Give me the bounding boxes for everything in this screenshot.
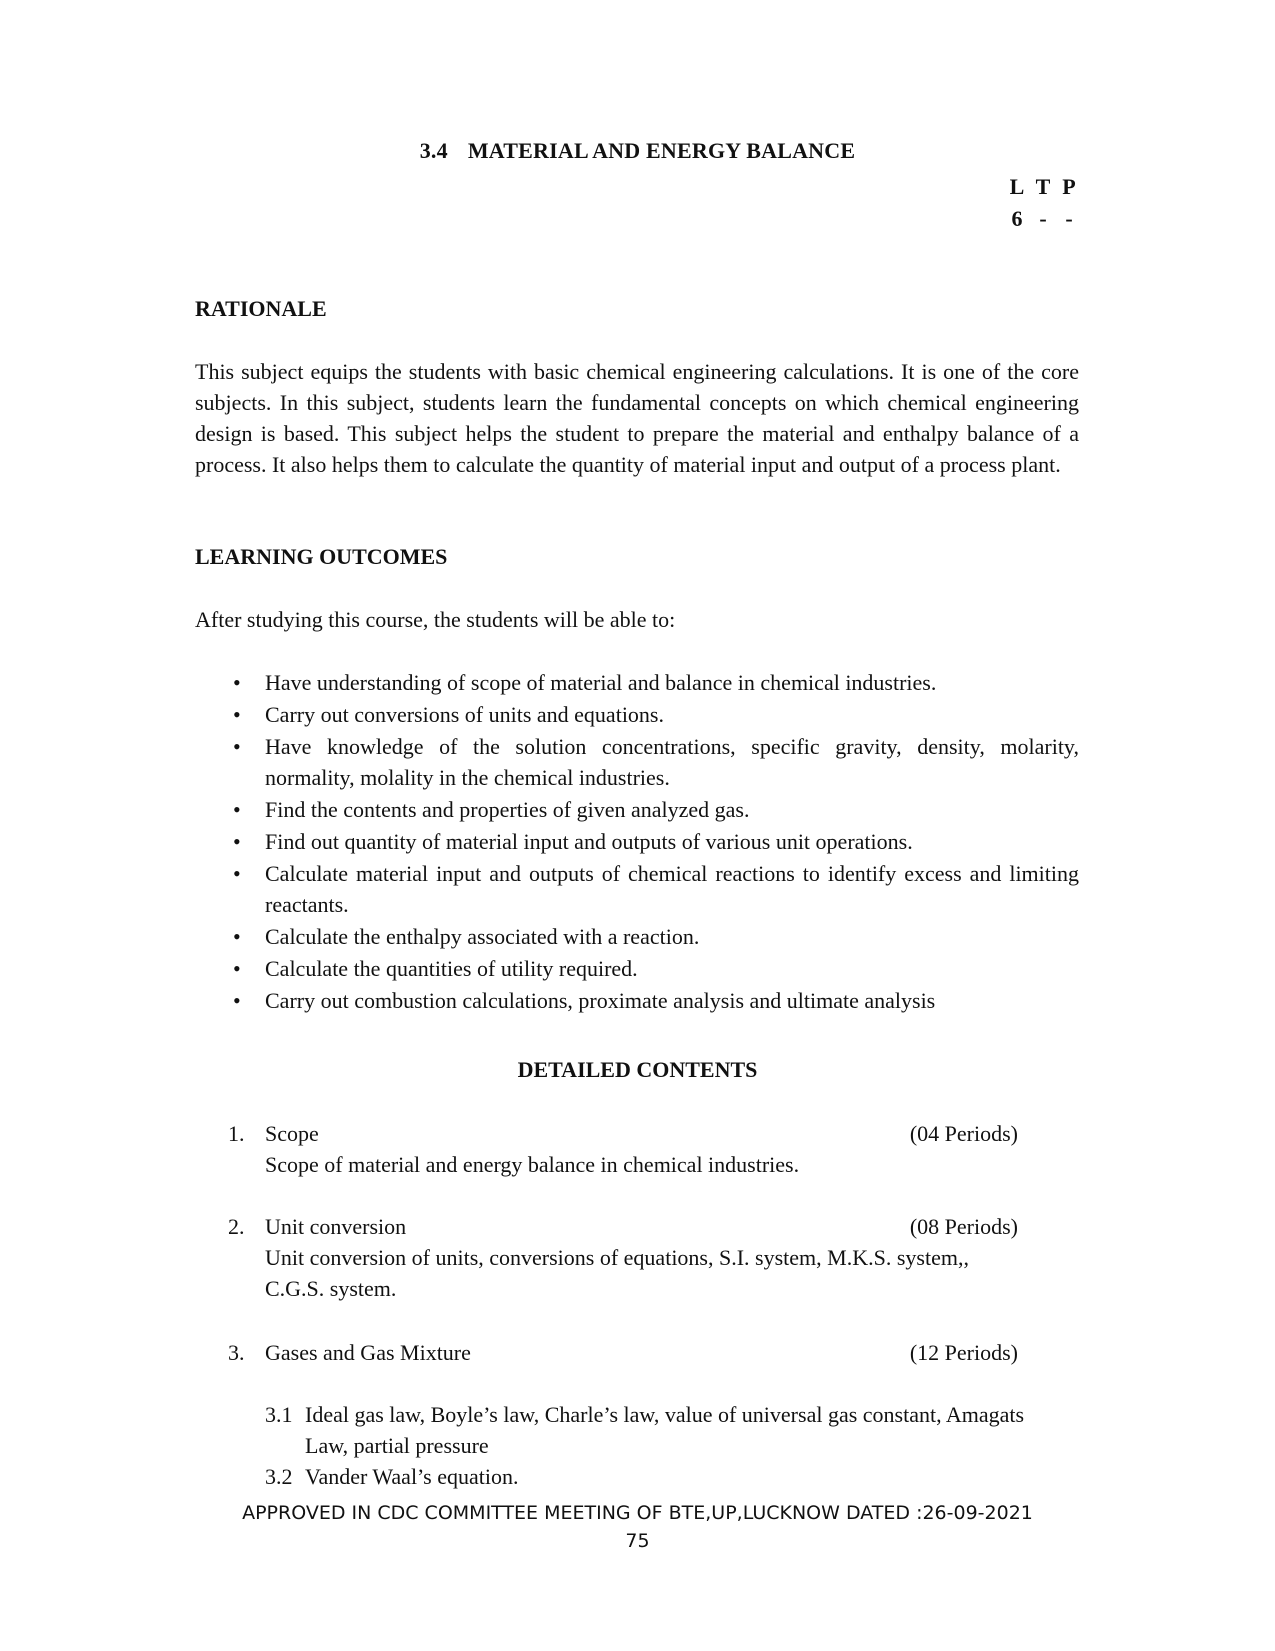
ltp-labels <box>1004 174 1082 200</box>
unit-title: Scope <box>265 1121 319 1146</box>
ltp-value-l: 6 <box>1011 206 1023 231</box>
unit-number: 1. <box>228 1121 245 1146</box>
list-item: • Calculate the quantities of utility required. <box>195 953 1079 984</box>
section-number: 3.4 <box>419 138 448 163</box>
ltp-label-p: P <box>1062 174 1076 199</box>
unit-number: 2. <box>228 1214 245 1239</box>
ltp-label-l: L <box>1009 174 1025 199</box>
list-item: • Carry out conversions of units and equations. <box>195 699 1079 730</box>
list-item: • Have understanding of scope of material and balance in chemical industries. <box>195 667 1079 698</box>
unit-header <box>228 1211 1018 1242</box>
unit-description: Unit conversion of units, conversions of equations, S.I. system, M.K.S. system,, C.G.S. system. <box>265 1245 969 1301</box>
subitem-number: 3.1 <box>265 1402 293 1427</box>
list-item: • Find the contents and properties of given analyzed gas. <box>195 794 1079 825</box>
list-item: • Calculate the enthalpy associated with a reaction. <box>195 921 1079 952</box>
bullet-icon: • <box>233 734 241 759</box>
learning-outcomes-intro: After studying this course, the students will be able to: <box>195 607 676 632</box>
subitem-text: Vander Waal’s equation. <box>305 1464 519 1489</box>
rationale-text: This subject equips the students with basic chemical engineering calculations. It is one of the core subjects. In this subject, students learn the fundamental concepts on which chemical engineering design is based. This subject helps the student to prepare the material and enthalpy balance of a process. It also helps them to calculate the quantity of material input and output of a process plant. <box>195 359 1079 477</box>
unit-1 <box>228 1118 1018 1180</box>
unit-3 <box>228 1337 1018 1368</box>
list-item: • Find out quantity of material input and outputs of various unit operations. <box>195 826 1079 857</box>
unit-periods: (08 Periods) <box>909 1214 1018 1239</box>
bullet-icon: • <box>233 924 241 949</box>
unit-periods: (12 Periods) <box>909 1340 1018 1365</box>
learning-outcomes-list <box>195 667 1079 1017</box>
list-item: • Calculate material input and outputs of chemical reactions to identify excess and limiting reactants. <box>195 858 1079 920</box>
unit-title: Unit conversion <box>265 1214 407 1239</box>
ltp-label-t: T <box>1035 174 1051 199</box>
subitem-text: Ideal gas law, Boyle’s law, Charle’s law, value of universal gas constant, Amagats Law, partial pressure <box>305 1402 1025 1458</box>
unit-2 <box>228 1211 1018 1304</box>
ltp-value-p: - <box>1065 206 1073 231</box>
page-number: 75 <box>625 1530 650 1552</box>
list-item: • Have knowledge of the solution concentrations, specific gravity, density, molarity, normality, molality in the chemical industries. <box>195 731 1079 793</box>
unit-header <box>228 1118 1018 1149</box>
bullet-icon: • <box>233 829 241 854</box>
subitem-3-1 <box>265 1399 1025 1461</box>
detailed-contents-heading: DETAILED CONTENTS <box>517 1057 758 1082</box>
page-title <box>0 138 1275 164</box>
bullet-icon: • <box>233 861 241 886</box>
subitem-number: 3.2 <box>265 1464 293 1489</box>
approval-footer: APPROVED IN CDC COMMITTEE MEETING OF BTE,UP,LUCKNOW DATED :26-09-2021 <box>242 1502 1033 1524</box>
bullet-icon: • <box>233 670 241 695</box>
unit-number: 3. <box>228 1340 245 1365</box>
bullet-icon: • <box>233 797 241 822</box>
list-item: • Carry out combustion calculations, proximate analysis and ultimate analysis <box>195 985 1079 1016</box>
section-title: MATERIAL AND ENERGY BALANCE <box>467 138 856 163</box>
bullet-icon: • <box>233 956 241 981</box>
unit-header <box>228 1337 1018 1368</box>
subitem-3-2 <box>265 1461 1025 1492</box>
learning-outcomes-heading: LEARNING OUTCOMES <box>195 544 448 569</box>
unit-description: Scope of material and energy balance in chemical industries. <box>265 1152 800 1177</box>
bullet-icon: • <box>233 988 241 1013</box>
unit-title: Gases and Gas Mixture <box>265 1340 471 1365</box>
ltp-value-t: - <box>1039 206 1047 231</box>
rationale-heading: RATIONALE <box>195 296 327 321</box>
ltp-values <box>1004 206 1082 232</box>
bullet-icon: • <box>233 702 241 727</box>
unit-periods: (04 Periods) <box>909 1121 1018 1146</box>
